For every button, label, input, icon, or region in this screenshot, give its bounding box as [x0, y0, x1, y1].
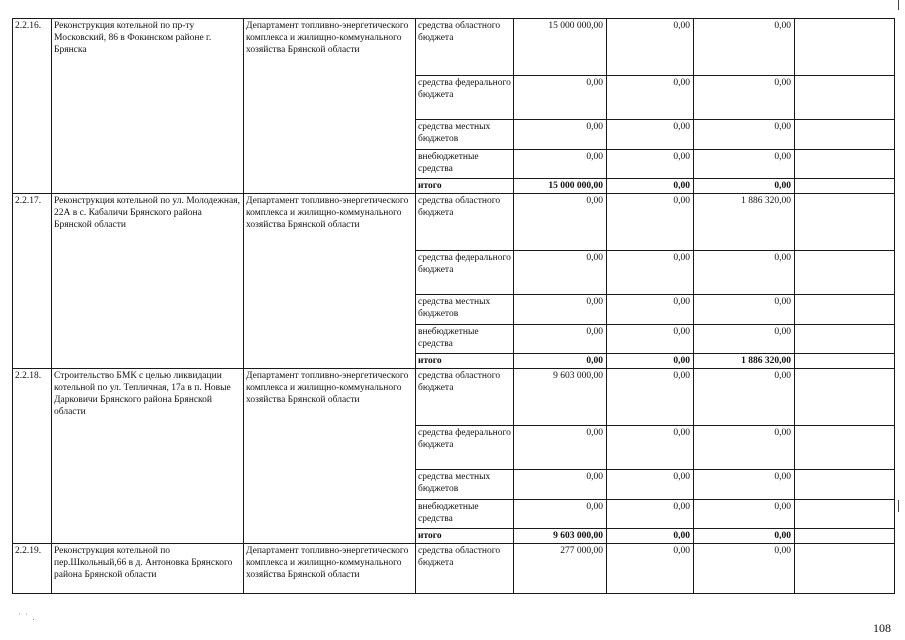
budget-table: [12, 18, 895, 594]
executor: Департамент топливно-энергетического комплекса и жилищно-коммунального хозяйства Брянской области: [244, 194, 416, 369]
amount-v3: 0,00: [694, 426, 795, 470]
funding-source: средства федерального бюджета: [416, 251, 514, 295]
amount-v1: 0,00: [514, 325, 607, 354]
amount-v3: 0,00: [694, 251, 795, 295]
amount-v1: 277 000,00: [514, 544, 607, 594]
empty-cell: [795, 325, 895, 354]
funding-source: итого: [416, 179, 514, 194]
amount-v3: 0,00: [694, 500, 795, 529]
empty-cell: [795, 544, 895, 594]
scan-specks: ˙ ˙ .: [18, 612, 36, 622]
funding-source: внебюджетные средства: [416, 500, 514, 529]
empty-cell: [795, 500, 895, 529]
amount-v3: 0,00: [694, 544, 795, 594]
empty-cell: [795, 426, 895, 470]
page-number: 108: [873, 621, 891, 635]
amount-v1: 0,00: [514, 120, 607, 150]
funding-source: средства областного бюджета: [416, 544, 514, 594]
empty-cell: [795, 369, 895, 426]
empty-cell: [795, 470, 895, 500]
row-number: 2.2.17.: [13, 194, 52, 369]
funding-source: средства областного бюджета: [416, 369, 514, 426]
amount-v2: 0,00: [607, 325, 694, 354]
empty-cell: [795, 194, 895, 251]
amount-v2: 0,00: [607, 369, 694, 426]
scan-edge-mark-top: [898, 0, 899, 10]
amount-v1: 0,00: [514, 76, 607, 120]
table-row: [13, 369, 895, 426]
empty-cell: [795, 19, 895, 76]
amount-v2: 0,00: [607, 354, 694, 369]
table-row: [13, 194, 895, 251]
amount-v1: 9 603 000,00: [514, 529, 607, 544]
empty-cell: [795, 295, 895, 325]
empty-cell: [795, 150, 895, 179]
amount-v3: 0,00: [694, 325, 795, 354]
amount-v1: 0,00: [514, 295, 607, 325]
amount-v3: 0,00: [694, 369, 795, 426]
funding-source: средства федерального бюджета: [416, 426, 514, 470]
project-name: Реконструкция котельной по пр-ту Московский, 86 в Фокинском районе г. Брянска: [52, 19, 244, 194]
funding-source: внебюджетные средства: [416, 325, 514, 354]
amount-v1: 0,00: [514, 354, 607, 369]
scan-edge-mark-bottom: [898, 500, 899, 512]
funding-source: итого: [416, 354, 514, 369]
funding-source: средства местных бюджетов: [416, 470, 514, 500]
funding-source: средства местных бюджетов: [416, 295, 514, 325]
amount-v2: 0,00: [607, 19, 694, 76]
empty-cell: [795, 179, 895, 194]
amount-v2: 0,00: [607, 426, 694, 470]
amount-v3: 0,00: [694, 120, 795, 150]
funding-source: средства федерального бюджета: [416, 76, 514, 120]
empty-cell: [795, 354, 895, 369]
amount-v3: 0,00: [694, 179, 795, 194]
amount-v2: 0,00: [607, 251, 694, 295]
amount-v1: 0,00: [514, 500, 607, 529]
amount-v1: 0,00: [514, 150, 607, 179]
amount-v2: 0,00: [607, 500, 694, 529]
amount-v3: 0,00: [694, 529, 795, 544]
amount-v2: 0,00: [607, 544, 694, 594]
amount-v2: 0,00: [607, 120, 694, 150]
amount-v3: 0,00: [694, 19, 795, 76]
row-number: 2.2.19.: [13, 544, 52, 594]
funding-source: средства местных бюджетов: [416, 120, 514, 150]
amount-v3: 1 886 320,00: [694, 354, 795, 369]
project-name: Реконструкция котельной по пер.Школьный,66 в д. Антоновка Брянского района Брянской области: [52, 544, 244, 594]
amount-v1: 0,00: [514, 470, 607, 500]
amount-v2: 0,00: [607, 76, 694, 120]
amount-v3: 1 886 320,00: [694, 194, 795, 251]
amount-v3: 0,00: [694, 295, 795, 325]
amount-v2: 0,00: [607, 179, 694, 194]
amount-v2: 0,00: [607, 529, 694, 544]
amount-v2: 0,00: [607, 194, 694, 251]
amount-v3: 0,00: [694, 470, 795, 500]
amount-v1: 0,00: [514, 194, 607, 251]
amount-v2: 0,00: [607, 295, 694, 325]
table-row: [13, 544, 895, 594]
amount-v1: 0,00: [514, 251, 607, 295]
amount-v3: 0,00: [694, 150, 795, 179]
amount-v1: 9 603 000,00: [514, 369, 607, 426]
empty-cell: [795, 120, 895, 150]
row-number: 2.2.18.: [13, 369, 52, 544]
row-number: 2.2.16.: [13, 19, 52, 194]
amount-v1: 15 000 000,00: [514, 19, 607, 76]
empty-cell: [795, 76, 895, 120]
amount-v2: 0,00: [607, 150, 694, 179]
table-row: [13, 19, 895, 76]
amount-v1: 15 000 000,00: [514, 179, 607, 194]
empty-cell: [795, 251, 895, 295]
project-name: Строительство БМК с целью ликвидации котельной по ул. Тепличная, 17а в п. Новые Дарковичи Брянского района Брянской области: [52, 369, 244, 544]
funding-source: средства областного бюджета: [416, 194, 514, 251]
executor: Департамент топливно-энергетического комплекса и жилищно-коммунального хозяйства Брянской области: [244, 19, 416, 194]
amount-v1: 0,00: [514, 426, 607, 470]
empty-cell: [795, 529, 895, 544]
funding-source: средства областного бюджета: [416, 19, 514, 76]
project-name: Реконструкция котельной по ул. Молодежная, 22А в с. Кабаличи Брянского района Брянской области: [52, 194, 244, 369]
executor: Департамент топливно-энергетического комплекса и жилищно-коммунального хозяйства Брянской области: [244, 369, 416, 544]
funding-source: внебюджетные средства: [416, 150, 514, 179]
funding-source: итого: [416, 529, 514, 544]
amount-v3: 0,00: [694, 76, 795, 120]
executor: Департамент топливно-энергетического комплекса и жилищно-коммунального хозяйства Брянской области: [244, 544, 416, 594]
amount-v2: 0,00: [607, 470, 694, 500]
